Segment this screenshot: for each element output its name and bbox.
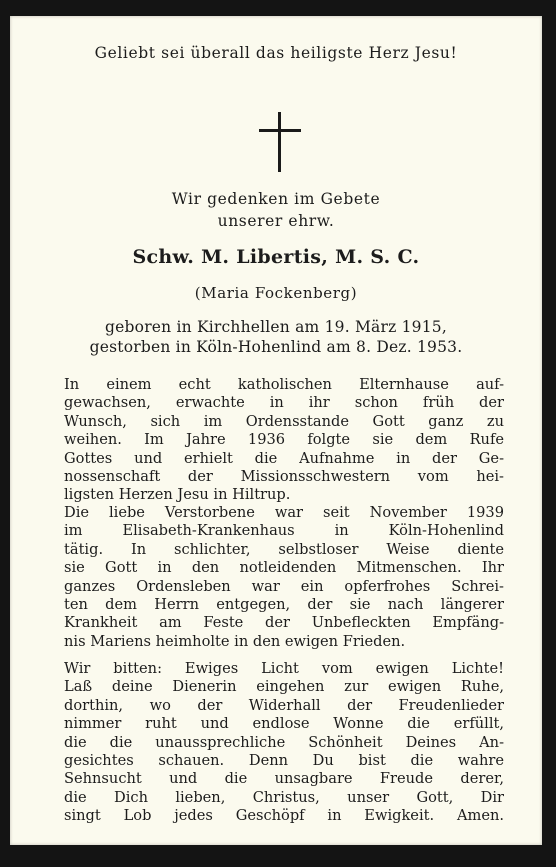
text-line: gesichtes schauen. Denn Du bist die wahre xyxy=(64,752,504,770)
text-line: Gottes und erhielt die Aufnahme in der Ge- xyxy=(64,449,504,467)
intro-text xyxy=(10,188,542,232)
cross-vertical-bar xyxy=(278,112,281,172)
text-line: ganzes Ordensleben war ein opferfrohes Schrei- xyxy=(64,577,504,595)
text-line: Wir bitten: Ewiges Licht vom ewigen Lichte! xyxy=(64,660,504,677)
cross-horizontal-bar xyxy=(259,129,301,132)
text-line: sie Gott in den notleidenden Mitmenschen. Ihr xyxy=(64,559,504,577)
text-line: Laß deine Dienerin eingehen zur ewigen Ruhe, xyxy=(64,678,504,696)
latin-cross-icon xyxy=(259,112,301,172)
birth-date-line: geboren in Kirchhellen am 19. März 1915, xyxy=(105,318,447,336)
maiden-name: (Maria Fockenberg) xyxy=(194,284,358,302)
text-line: die die unaussprechliche Schönheit Deines An- xyxy=(64,733,504,751)
text-line: nimmer ruht und endlose Wonne die erfüllt, xyxy=(64,715,504,733)
text-line: dorthin, wo der Widerhall der Freudenlieder xyxy=(64,696,504,714)
text-line: ten dem Herrn entgegen, der sie nach längerer xyxy=(64,596,504,614)
text-line: die Dich lieben, Christus, unser Gott, Dir xyxy=(64,788,504,806)
text-line: ligsten Herzen Jesu in Hiltrup. xyxy=(64,486,291,504)
life-dates xyxy=(10,318,542,357)
card-content xyxy=(10,16,542,845)
deceased-name: Schw. M. Libertis, M. S. C. xyxy=(132,246,420,268)
intro-line-1: Wir gedenken im Gebete xyxy=(171,190,381,208)
text-line: Wunsch, sich im Ordensstande Gott ganz zu xyxy=(64,412,504,430)
text-line: Krankheit am Feste der Unbefleckten Empfäng- xyxy=(64,614,504,632)
text-line: im Elisabeth-Krankenhaus in Köln-Hohenlind xyxy=(64,522,504,540)
text-line: nossenschaft der Missionsschwestern vom hei- xyxy=(64,468,504,486)
death-date-line: gestorben in Köln-Hohenlind am 8. Dez. 1953. xyxy=(89,337,463,356)
text-line: tätig. In schlichter, selbstloser Weise diente xyxy=(64,540,504,558)
text-line: nis Mariens heimholte in den ewigen Frieden. xyxy=(64,632,406,650)
invocation-line: Geliebt sei überall das heiligste Herz Jesu! xyxy=(94,44,458,62)
text-line: gewachsen, erwachte in ihr schon früh der xyxy=(64,394,504,412)
text-line: weihen. Im Jahre 1936 folgte sie dem Rufe xyxy=(64,431,504,449)
intro-line-2: unserer ehrw. xyxy=(217,212,335,230)
text-line: Die liebe Verstorbene war seit November 1939 xyxy=(64,504,504,521)
biography-paragraph xyxy=(64,376,504,505)
text-line: Sehnsucht und die unsagbare Freude derer, xyxy=(64,770,504,788)
text-line: In einem echt katholischen Elternhause auf- xyxy=(64,376,504,393)
text-line: singt Lob jedes Geschöpf in Ewigkeit. Amen. xyxy=(64,807,504,825)
service-paragraph xyxy=(64,504,504,651)
prayer-paragraph xyxy=(64,660,504,826)
